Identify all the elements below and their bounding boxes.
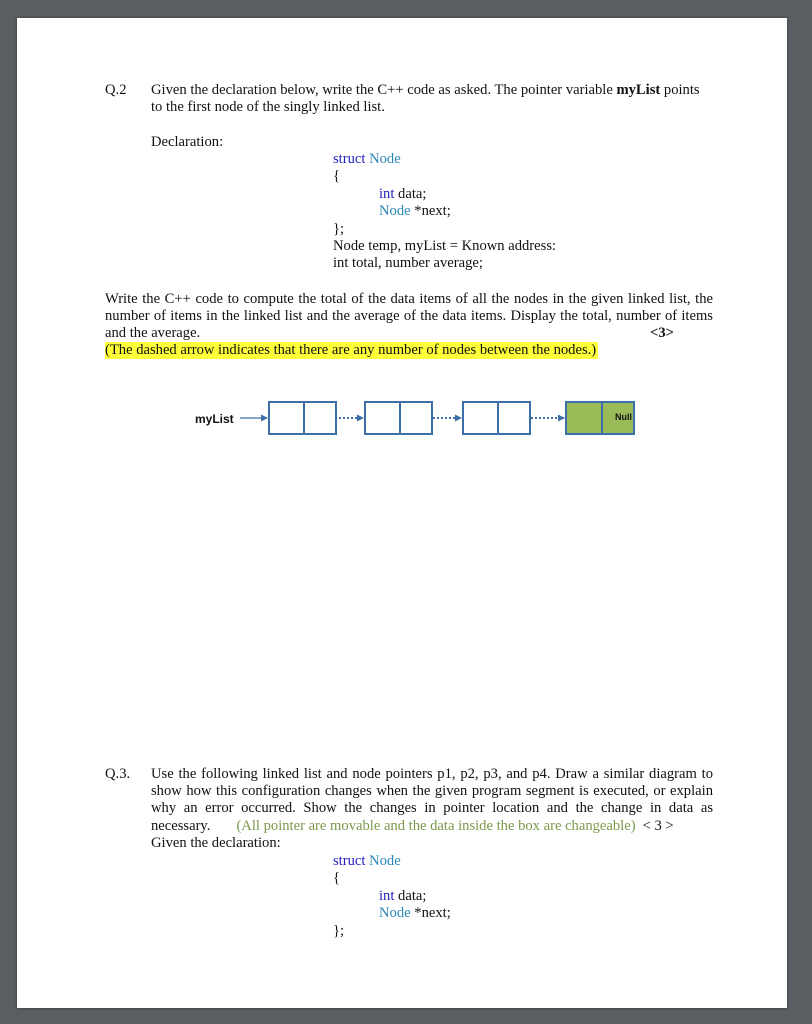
q2-code-close-brace: };	[333, 221, 345, 237]
q2-code-open-brace: {	[333, 168, 341, 184]
document-page	[17, 18, 787, 1008]
q2-intro-bold: myList	[616, 82, 661, 98]
q3-line3: why an error occurred. Show the changes in pointer location and the change in data as	[151, 800, 713, 816]
keyword-int: int	[379, 186, 395, 202]
q2-code-total-line: int total, number average;	[333, 255, 483, 271]
q2-code-data-line	[379, 186, 426, 203]
code-data-member: data;	[394, 888, 427, 904]
q3-note: (All pointer are movable and the data inside the box are changeable)	[236, 818, 636, 834]
keyword-struct: struct	[333, 151, 366, 167]
q3-line2: show how this configuration changes when the given program segment is executed, or explain	[151, 783, 713, 799]
q3-code-open-brace: {	[333, 870, 341, 886]
null-label: Null	[615, 412, 632, 422]
q3-marks: < 3 >	[642, 818, 674, 834]
node-divider	[497, 403, 499, 433]
keyword-int: int	[379, 888, 395, 904]
node-box-3	[462, 401, 531, 435]
node-box-1	[268, 401, 337, 435]
node-box-2	[364, 401, 433, 435]
type-node: Node	[379, 905, 411, 921]
node-divider	[601, 403, 603, 433]
q2-number: Q.2	[105, 82, 127, 98]
node-divider	[303, 403, 305, 433]
q2-task-line3: and the average.	[105, 325, 201, 341]
q3-line1: Use the following linked list and node pointers p1, p2, p3, and p4. Draw a similar diagram to	[151, 766, 713, 782]
keyword-struct: struct	[333, 853, 366, 869]
q2-marks: <3>	[650, 325, 674, 341]
q2-task-line2: number of items in the linked list and the average of the data items. Display the total, number of items	[105, 308, 713, 324]
q3-code-struct-line	[333, 853, 401, 870]
q2-task-line1: Write the C++ code to compute the total of the data items of all the nodes in the given linked list, the	[105, 291, 713, 307]
q2-intro-text: Given the declaration below, write the C++ code as asked. The pointer variable	[151, 82, 617, 98]
q2-code-next-line	[379, 203, 451, 220]
q3-code-data-line	[379, 888, 426, 905]
q2-code-struct-line	[333, 151, 401, 168]
q3-line4	[151, 818, 674, 835]
node-divider	[399, 403, 401, 433]
q2-intro-line2: to the first node of the singly linked list.	[151, 99, 385, 115]
q2-code-temp-line: Node temp, myList = Known address:	[333, 238, 557, 254]
q3-code-close-brace: };	[333, 923, 345, 939]
type-node: Node	[369, 151, 401, 167]
q2-intro-line1	[151, 82, 700, 99]
code-next-member: *next;	[410, 905, 451, 921]
q3-necessary: necessary.	[151, 818, 211, 834]
q2-declaration-label: Declaration:	[151, 134, 224, 150]
code-next-member: *next;	[410, 203, 451, 219]
mylist-label: myList	[195, 412, 234, 426]
q2-intro-text-end: points	[660, 82, 700, 98]
type-node: Node	[379, 203, 411, 219]
node-box-last	[565, 401, 635, 435]
type-node: Node	[369, 853, 401, 869]
code-data-member: data;	[394, 186, 427, 202]
q3-code-next-line	[379, 905, 451, 922]
q3-line5: Given the declaration:	[151, 835, 281, 851]
q2-highlight-note: (The dashed arrow indicates that there are any number of nodes between the nodes.)	[105, 342, 597, 358]
q3-number: Q.3.	[105, 766, 131, 782]
